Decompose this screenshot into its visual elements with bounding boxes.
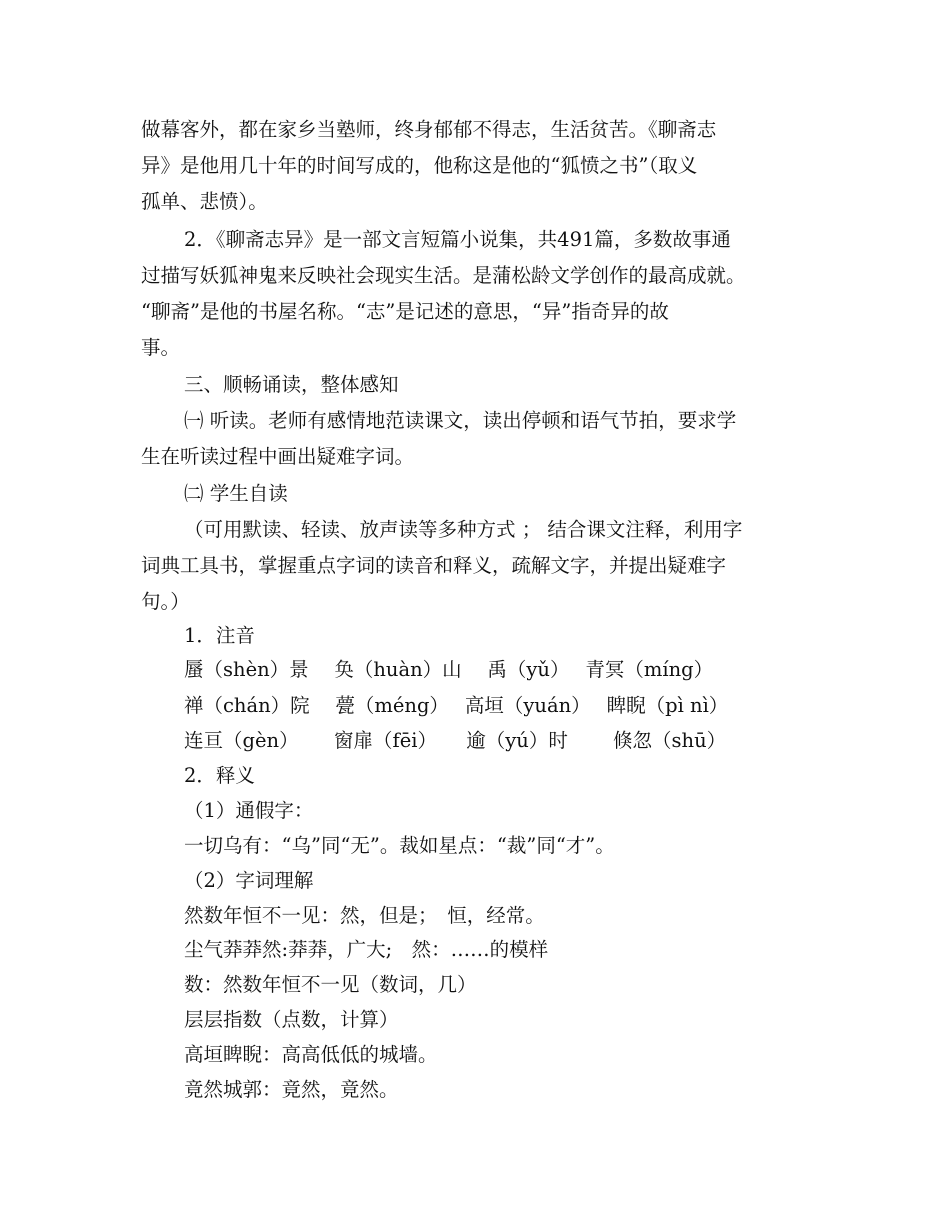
definition-line: 高垣睥睨：高高低低的城墙。 [184,1043,438,1066]
subheading: （1）通假字： [184,799,314,822]
text-line: 词典工具书，掌握重点字词的读音和释义，疏解文字，并提出疑难字 [141,554,727,577]
definition-line: 然数年恒不一见：然，但是； 恒，经常。 [184,904,545,927]
section-heading: 三、顺畅诵读，整体感知 [184,373,399,396]
definition-line: 尘气莽莽然:莽莽，广大; 然：……的模样 [184,938,549,961]
text-line: ㈠ 听读。老师有感情地范读课文，读出停顿和语气节拍，要求学 [184,409,737,432]
text-line: 过描写妖狐神鬼来反映社会现实生活。是蒲松龄文学创作的最高成就。 [141,264,746,287]
text-line: 做幕客外，都在家乡当塾师，终身郁郁不得志，生活贫苦。《聊斋志 [141,118,717,141]
subheading: 2．释义 [184,764,255,787]
text-line: 句。） [141,590,190,613]
definition-line: 竟然城郭：竟然，竟然。 [184,1078,399,1101]
text-line: 异》是他用几十年的时间写成的，他称这是他的“狐愤之书”（取义 [141,154,698,177]
text-line: （可用默读、轻读、放声读等多种方式 ； 结合课文注释，利用字 [184,518,743,541]
pronunciation-line: 蜃（shèn）景 奂（huàn）山 禹（yǔ） 青冥（míng） [184,658,714,681]
text-line: 生在听读过程中画出疑难字词。 [141,445,415,468]
definition-line: 一切乌有：“乌”同“无”。裁如星点：“裁”同“才”。 [184,834,615,857]
text-line: “聊斋”是他的书屋名称。“志”是记述的意思，“异”指奇异的故 [141,300,669,323]
definition-line: 层层指数（点数，计算） [184,1008,399,1031]
subheading: ㈡ 学生自读 [184,482,288,505]
subheading: 1．注音 [184,624,255,647]
text-line: 孤单、悲愤）。 [141,190,268,213]
definition-line: 数：然数年恒不一见（数词，几） [184,973,477,996]
text-line: 事。 [141,336,181,359]
pronunciation-line: 禅（chán）院 甍（méng） 高垣（yuán） 睥睨（pì nì） [184,694,729,717]
pronunciation-line: 连亘（gèn） 窗扉（fēi） 逾（yú）时 倏忽（shū） [184,729,727,752]
subheading: （2）字词理解 [184,869,314,892]
text-line: 2．《聊斋志异》是一部文言短篇小说集，共491篇，多数故事通 [184,228,731,251]
